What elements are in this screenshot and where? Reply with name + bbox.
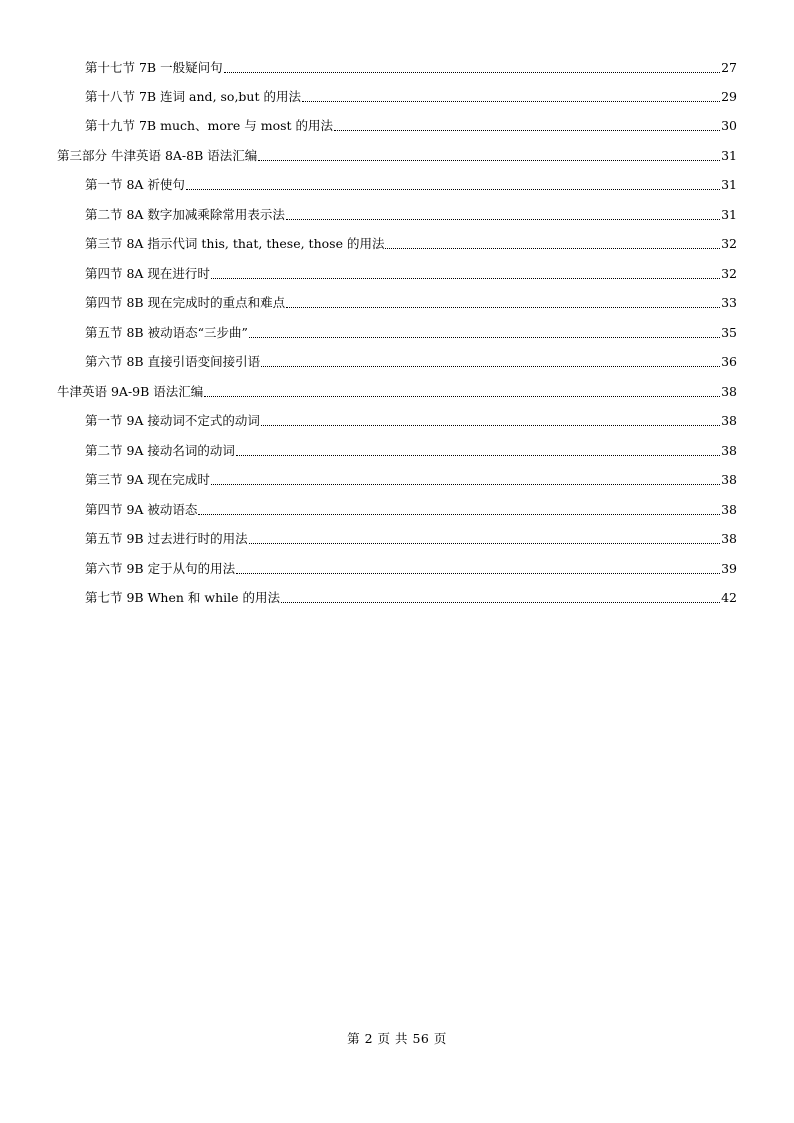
toc-leader-dots xyxy=(258,160,720,161)
toc-leader-dots xyxy=(286,307,720,308)
toc-leader-dots xyxy=(224,72,721,73)
toc-entry-title: 第四节 8B 现在完成时的重点和难点 xyxy=(85,295,286,310)
toc-entry[interactable] xyxy=(85,561,737,577)
toc-entry[interactable] xyxy=(85,502,737,518)
toc-entry-page: 31 xyxy=(721,207,737,222)
toc-entry[interactable] xyxy=(85,266,737,282)
page-footer: 第 2 页 共 56 页 xyxy=(347,1031,447,1046)
toc-entry[interactable] xyxy=(85,354,737,370)
toc-entry-title: 第四节 9A 被动语态 xyxy=(85,502,198,517)
toc-entry-page: 38 xyxy=(721,384,737,399)
toc-leader-dots xyxy=(204,396,720,397)
toc-entry-page: 30 xyxy=(721,118,737,133)
toc-entry-title: 第五节 8B 被动语态“三步曲” xyxy=(85,325,248,340)
toc-leader-dots xyxy=(249,543,721,544)
toc-entry[interactable] xyxy=(85,236,737,252)
toc-entry-page: 32 xyxy=(721,236,737,251)
toc-entry-page: 31 xyxy=(721,148,737,163)
toc-section-entry[interactable] xyxy=(57,148,737,164)
toc-entry[interactable] xyxy=(85,177,737,193)
toc-entry[interactable] xyxy=(85,295,737,311)
toc-entry-page: 39 xyxy=(721,561,737,576)
toc-entry-page: 27 xyxy=(721,60,737,75)
toc-entry-title: 第四节 8A 现在进行时 xyxy=(85,266,210,281)
toc-leader-dots xyxy=(385,248,720,249)
toc-entry-title: 第十九节 7B much、more 与 most 的用法 xyxy=(85,118,334,133)
toc-entry-page: 32 xyxy=(721,266,737,281)
toc-entry-page: 29 xyxy=(721,89,737,104)
toc-leader-dots xyxy=(186,189,720,190)
toc-entry-page: 38 xyxy=(721,443,737,458)
toc-leader-dots xyxy=(249,337,720,338)
toc-entry[interactable] xyxy=(85,531,737,547)
toc-entry-page: 38 xyxy=(721,502,737,517)
toc-entry-title: 第一节 8A 祈使句 xyxy=(85,177,185,192)
toc-entry-page: 38 xyxy=(721,472,737,487)
toc-entry[interactable] xyxy=(85,590,737,606)
toc-entry-page: 36 xyxy=(721,354,737,369)
toc-entry-page: 38 xyxy=(721,531,737,546)
toc-entry[interactable] xyxy=(85,60,737,76)
toc-leader-dots xyxy=(211,278,720,279)
toc-section-entry[interactable] xyxy=(57,384,737,400)
toc-leader-dots xyxy=(302,101,720,102)
toc-entry[interactable] xyxy=(85,443,737,459)
toc-entry-title: 第六节 8B 直接引语变间接引语 xyxy=(85,354,261,369)
toc-entry-title: 第十七节 7B 一般疑问句 xyxy=(85,60,223,75)
toc-entry-title: 第十八节 7B 连词 and, so,but 的用法 xyxy=(85,89,301,104)
toc-leader-dots xyxy=(261,366,720,367)
toc-entry[interactable] xyxy=(85,413,737,429)
toc-entry-title: 第三节 9A 现在完成时 xyxy=(85,472,210,487)
toc-entry-title: 第七节 9B When 和 while 的用法 xyxy=(85,590,280,605)
toc-entry-title: 第二节 8A 数字加减乘除常用表示法 xyxy=(85,207,285,222)
toc-entry[interactable] xyxy=(85,89,737,105)
toc-entry-title: 第六节 9B 定于从句的用法 xyxy=(85,561,236,576)
toc-entry-title: 第一节 9A 接动词不定式的动词 xyxy=(85,413,260,428)
toc-entry[interactable] xyxy=(85,472,737,488)
toc-entry[interactable] xyxy=(85,207,737,223)
toc-entry-title: 牛津英语 9A-9B 语法汇编 xyxy=(57,384,204,399)
toc-entry-title: 第二节 9A 接动名词的动词 xyxy=(85,443,235,458)
toc-entry[interactable] xyxy=(85,118,737,134)
toc-leader-dots xyxy=(334,130,720,131)
toc-entry-title: 第三节 8A 指示代词 this, that, these, those 的用法 xyxy=(85,236,385,251)
toc-leader-dots xyxy=(236,573,720,574)
toc-entry-page: 42 xyxy=(721,590,737,605)
toc-leader-dots xyxy=(261,425,720,426)
toc-entry-title: 第三部分 牛津英语 8A-8B 语法汇编 xyxy=(57,148,258,163)
toc-entry[interactable] xyxy=(85,325,737,341)
toc-entry-page: 38 xyxy=(721,413,737,428)
toc-entry-page: 33 xyxy=(721,295,737,310)
toc-leader-dots xyxy=(286,219,720,220)
toc-entry-page: 35 xyxy=(721,325,737,340)
toc-leader-dots xyxy=(281,602,720,603)
toc-entry-title: 第五节 9B 过去进行时的用法 xyxy=(85,531,248,546)
toc-leader-dots xyxy=(236,455,720,456)
toc-entry-page: 31 xyxy=(721,177,737,192)
toc-leader-dots xyxy=(211,484,720,485)
toc-leader-dots xyxy=(198,514,720,515)
